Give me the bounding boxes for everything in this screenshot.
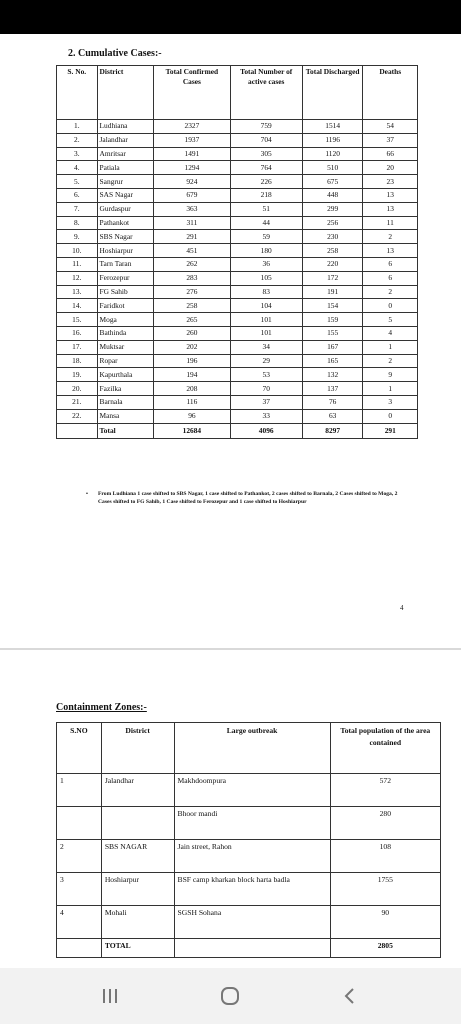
cell-sno: 20.: [57, 382, 98, 396]
cell-confirmed: 276: [154, 285, 230, 299]
cell-confirmed: 196: [154, 354, 230, 368]
cell-active: 37: [230, 395, 302, 409]
table-row: [57, 906, 441, 939]
total-active: 4096: [230, 423, 302, 438]
cell-district: Pathankot: [97, 216, 154, 230]
table-row: [57, 202, 418, 216]
cell-active: 218: [230, 188, 302, 202]
table-row: [57, 409, 418, 423]
cell-active: 764: [230, 161, 302, 175]
cell-active: 105: [230, 271, 302, 285]
containment-zones-table: [56, 722, 441, 958]
cell-population: 280: [330, 807, 440, 840]
cell-empty: [174, 939, 330, 958]
cell-active: 104: [230, 299, 302, 313]
cell-sno: 2.: [57, 133, 98, 147]
cell-confirmed: 208: [154, 382, 230, 396]
column-header-confirmed: Total Confirmed Cases: [154, 66, 230, 120]
cell-outbreak: SGSH Sohana: [174, 906, 330, 939]
cell-sno: 9.: [57, 230, 98, 244]
cell-discharged: 172: [302, 271, 363, 285]
cell-confirmed: 283: [154, 271, 230, 285]
cell-district: [101, 807, 174, 840]
cell-deaths: 5: [363, 313, 418, 327]
cell-discharged: 448: [302, 188, 363, 202]
cell-confirmed: 924: [154, 175, 230, 189]
cell-confirmed: 1937: [154, 133, 230, 147]
cell-active: 759: [230, 120, 302, 134]
cell-district: Kapurthala: [97, 368, 154, 382]
cell-deaths: 1: [363, 340, 418, 354]
column-header-outbreak: Large outbreak: [174, 723, 330, 774]
table-row: [57, 120, 418, 134]
cell-sno: 7.: [57, 202, 98, 216]
cell-confirmed: 262: [154, 257, 230, 271]
cell-discharged: 510: [302, 161, 363, 175]
cell-sno: 13.: [57, 285, 98, 299]
cell-sno: 3: [57, 873, 102, 906]
column-header-discharged: Total Discharged: [302, 66, 363, 120]
cell-active: 34: [230, 340, 302, 354]
cell-confirmed: 1294: [154, 161, 230, 175]
cell-active: 101: [230, 326, 302, 340]
cell-deaths: 13: [363, 188, 418, 202]
cell-discharged: 159: [302, 313, 363, 327]
column-header-sno: S. No.: [57, 66, 98, 120]
cell-district: Sangrur: [97, 175, 154, 189]
cell-sno: 14.: [57, 299, 98, 313]
cell-deaths: 6: [363, 271, 418, 285]
table-row: [57, 216, 418, 230]
cell-deaths: 66: [363, 147, 418, 161]
cell-deaths: 0: [363, 299, 418, 313]
cell-active: 305: [230, 147, 302, 161]
cell-district: Moga: [97, 313, 154, 327]
cell-district: SBS Nagar: [97, 230, 154, 244]
cell-deaths: 2: [363, 230, 418, 244]
table-row: [57, 244, 418, 258]
back-icon[interactable]: [330, 982, 370, 1010]
cell-active: 36: [230, 257, 302, 271]
total-discharged: 8297: [302, 423, 363, 438]
cell-deaths: 2: [363, 285, 418, 299]
cell-discharged: 258: [302, 244, 363, 258]
cell-sno: 6.: [57, 188, 98, 202]
cell-confirmed: 202: [154, 340, 230, 354]
document-page-containment-zones: [0, 650, 461, 968]
table-row: [57, 188, 418, 202]
table-row: [57, 395, 418, 409]
cell-population: 90: [330, 906, 440, 939]
column-header-district: District: [97, 66, 154, 120]
table-header-row: [57, 723, 441, 774]
cell-active: 44: [230, 216, 302, 230]
cell-sno: 18.: [57, 354, 98, 368]
cell-discharged: 299: [302, 202, 363, 216]
table-row: [57, 271, 418, 285]
cell-sno: 1: [57, 774, 102, 807]
table-row: [57, 161, 418, 175]
cell-confirmed: 96: [154, 409, 230, 423]
cell-district: Bathinda: [97, 326, 154, 340]
cell-active: 51: [230, 202, 302, 216]
total-row: [57, 423, 418, 438]
home-icon[interactable]: [210, 982, 250, 1010]
cell-confirmed: 2327: [154, 120, 230, 134]
cell-district: Jalandhar: [101, 774, 174, 807]
cell-confirmed: 311: [154, 216, 230, 230]
cell-deaths: 4: [363, 326, 418, 340]
column-header-sno: S.NO: [57, 723, 102, 774]
cell-deaths: 2: [363, 354, 418, 368]
cell-deaths: 3: [363, 395, 418, 409]
cell-sno: 3.: [57, 147, 98, 161]
cell-outbreak: Jain street, Rahon: [174, 840, 330, 873]
cell-active: 83: [230, 285, 302, 299]
cell-discharged: 76: [302, 395, 363, 409]
cell-outbreak: Makhdoompura: [174, 774, 330, 807]
cell-active: 226: [230, 175, 302, 189]
table-row: [57, 326, 418, 340]
cell-deaths: 6: [363, 257, 418, 271]
bullet-icon: •: [86, 491, 88, 497]
cell-population: 108: [330, 840, 440, 873]
cell-district: Amritsar: [97, 147, 154, 161]
cell-district: Barnala: [97, 395, 154, 409]
cell-sno: 2: [57, 840, 102, 873]
cell-confirmed: 291: [154, 230, 230, 244]
cell-discharged: 1120: [302, 147, 363, 161]
cell-discharged: 155: [302, 326, 363, 340]
cell-district: Tarn Taran: [97, 257, 154, 271]
document-page-cumulative-cases: [0, 34, 461, 648]
cell-deaths: 13: [363, 244, 418, 258]
cell-active: 70: [230, 382, 302, 396]
column-header-population: Total population of the area contained: [330, 723, 440, 774]
footnote-text: From Ludhiana 1 case shifted to SBS Nagar, 1 case shifted to Pathankot, 2 cases shifted to Barnala, 2 Cases shifted to Moga, 2 Cases shifted to FG Sahib, 1 Case shifted to Ferozepur and 1 case shifted to Hoshiarpur: [98, 491, 398, 505]
table-row: [57, 257, 418, 271]
cell-sno: 11.: [57, 257, 98, 271]
table-row: [57, 147, 418, 161]
cell-active: 53: [230, 368, 302, 382]
cell-district: Ropar: [97, 354, 154, 368]
cell-population: 572: [330, 774, 440, 807]
cell-district: Gurdaspur: [97, 202, 154, 216]
cell-deaths: 37: [363, 133, 418, 147]
cell-active: 704: [230, 133, 302, 147]
table-row: [57, 382, 418, 396]
section-heading: Containment Zones:-: [56, 702, 147, 713]
cell-discharged: 154: [302, 299, 363, 313]
cell-discharged: 137: [302, 382, 363, 396]
cell-discharged: 1196: [302, 133, 363, 147]
table-row: [57, 313, 418, 327]
cell-sno: 4.: [57, 161, 98, 175]
column-header-active: Total Number of active cases: [230, 66, 302, 120]
cell-outbreak: BSF camp kharkan block harta badla: [174, 873, 330, 906]
total-row: [57, 939, 441, 958]
cell-discharged: 165: [302, 354, 363, 368]
table-header-row: [57, 66, 418, 120]
cell-deaths: 9: [363, 368, 418, 382]
table-row: [57, 230, 418, 244]
cell-discharged: 230: [302, 230, 363, 244]
cell-discharged: 256: [302, 216, 363, 230]
cell-active: 59: [230, 230, 302, 244]
table-row: [57, 133, 418, 147]
cell-confirmed: 363: [154, 202, 230, 216]
total-label: TOTAL: [101, 939, 174, 958]
cell-deaths: 23: [363, 175, 418, 189]
cell-sno: 12.: [57, 271, 98, 285]
table-row: [57, 285, 418, 299]
table-row: [57, 873, 441, 906]
status-bar: [0, 0, 461, 34]
table-row: [57, 299, 418, 313]
cell-district: Hoshiarpur: [97, 244, 154, 258]
cell-district: Mohali: [101, 906, 174, 939]
cell-discharged: 1514: [302, 120, 363, 134]
cell-district: Ferozepur: [97, 271, 154, 285]
cell-empty: [57, 423, 98, 438]
cell-district: Jalandhar: [97, 133, 154, 147]
cell-deaths: 13: [363, 202, 418, 216]
total-population: 2805: [330, 939, 440, 958]
table-row: [57, 368, 418, 382]
table-row: [57, 354, 418, 368]
cell-active: 180: [230, 244, 302, 258]
cell-sno: 19.: [57, 368, 98, 382]
cell-sno: 4: [57, 906, 102, 939]
cell-confirmed: 258: [154, 299, 230, 313]
cell-deaths: 1: [363, 382, 418, 396]
cell-district: Muktsar: [97, 340, 154, 354]
cell-deaths: 0: [363, 409, 418, 423]
cell-discharged: 191: [302, 285, 363, 299]
cell-sno: 21.: [57, 395, 98, 409]
cell-sno: 1.: [57, 120, 98, 134]
table-row: [57, 340, 418, 354]
cell-confirmed: 265: [154, 313, 230, 327]
cell-active: 33: [230, 409, 302, 423]
cell-sno: 10.: [57, 244, 98, 258]
cell-active: 101: [230, 313, 302, 327]
table-row: [57, 807, 441, 840]
cell-confirmed: 116: [154, 395, 230, 409]
cell-sno: 16.: [57, 326, 98, 340]
cell-confirmed: 194: [154, 368, 230, 382]
cell-confirmed: 679: [154, 188, 230, 202]
section-heading: 2. Cumulative Cases:-: [68, 48, 162, 59]
cell-outbreak: Bhoor mandi: [174, 807, 330, 840]
cell-district: SBS NAGAR: [101, 840, 174, 873]
total-confirmed: 12684: [154, 423, 230, 438]
cell-sno: 8.: [57, 216, 98, 230]
cell-population: 1755: [330, 873, 440, 906]
total-deaths: 291: [363, 423, 418, 438]
cell-district: SAS Nagar: [97, 188, 154, 202]
cell-confirmed: 1491: [154, 147, 230, 161]
cell-district: Ludhiana: [97, 120, 154, 134]
cumulative-cases-table: [56, 65, 418, 439]
cell-discharged: 63: [302, 409, 363, 423]
cell-deaths: 11: [363, 216, 418, 230]
cell-confirmed: 451: [154, 244, 230, 258]
cell-deaths: 54: [363, 120, 418, 134]
cell-discharged: 675: [302, 175, 363, 189]
column-header-district: District: [101, 723, 174, 774]
total-label: Total: [97, 423, 154, 438]
cell-district: Patiala: [97, 161, 154, 175]
cell-active: 29: [230, 354, 302, 368]
recent-apps-icon[interactable]: [90, 982, 130, 1010]
cell-discharged: 167: [302, 340, 363, 354]
cell-discharged: 132: [302, 368, 363, 382]
cell-district: Fazilka: [97, 382, 154, 396]
cell-sno: 17.: [57, 340, 98, 354]
cell-sno: 15.: [57, 313, 98, 327]
cell-discharged: 220: [302, 257, 363, 271]
footnote: [86, 491, 410, 506]
cell-empty: [57, 939, 102, 958]
cell-district: Hoshiarpur: [101, 873, 174, 906]
page-number: 4: [400, 604, 404, 612]
cell-sno: 5.: [57, 175, 98, 189]
cell-district: FG Sahib: [97, 285, 154, 299]
cell-sno: 22.: [57, 409, 98, 423]
table-row: [57, 774, 441, 807]
table-row: [57, 175, 418, 189]
cell-district: Faridkot: [97, 299, 154, 313]
table-row: [57, 840, 441, 873]
cell-district: Mansa: [97, 409, 154, 423]
cell-deaths: 20: [363, 161, 418, 175]
column-header-deaths: Deaths: [363, 66, 418, 120]
android-nav-bar: [0, 968, 461, 1024]
cell-sno: [57, 807, 102, 840]
cell-confirmed: 260: [154, 326, 230, 340]
